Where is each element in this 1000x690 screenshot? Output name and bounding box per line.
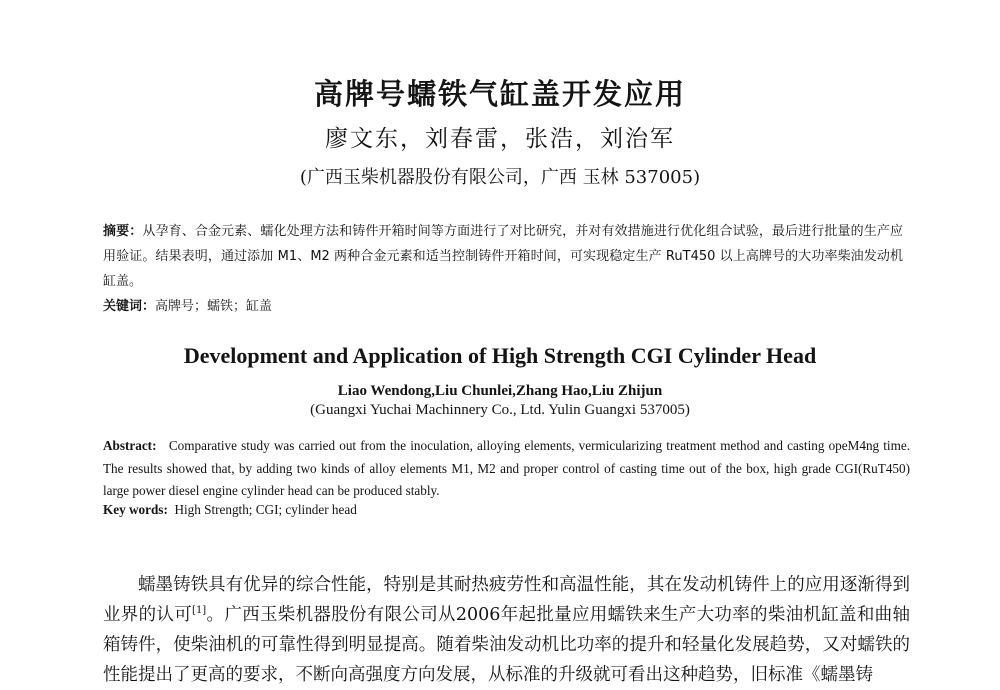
english-title: Development and Application of High Strength CGI Cylinder Head <box>183 343 817 368</box>
citation-ref[interactable]: [1] <box>192 605 207 617</box>
chinese-abstract <box>103 219 903 294</box>
english-keywords <box>103 502 357 518</box>
chinese-keywords-label: 关键词： <box>103 299 156 314</box>
chinese-affiliation: (广西玉柴机器股份有限公司，广西 玉林 537005) <box>299 167 701 188</box>
chinese-keywords-text: 高牌号；蠕铁；缸盖 <box>155 299 273 314</box>
chinese-abstract-label: 摘要： <box>103 224 143 239</box>
chinese-abstract-text: 从孕育、合金元素、蠕化处理方法和铸件开箱时间等方面进行了对比研究，并对有效措施进行优化组合试验，最后进行批量的生产应用验证。结果表明，通过添加 M1、M2 两种合金元素和适当控制铸件开箱时间，可实现稳定生产 RuT450 以上高牌号的大功率柴油发动机缸盖。 <box>103 224 903 289</box>
chinese-title: 高牌号蠕铁气缸盖开发应用 <box>313 77 686 111</box>
chinese-authors: 廖文东，刘春雷，张浩，刘治军 <box>325 126 675 152</box>
english-authors: Liao Wendong,Liu Chunlei,Zhang Hao,Liu Zhijun <box>337 383 663 399</box>
body-paragraph <box>103 570 910 690</box>
body-paragraph-start: 蠕墨铸铁具有优异的综合性能，特别是其耐热疲劳性和高温性能，其在发动机铸件上的应用逐渐得到业界的认可 <box>103 575 910 625</box>
english-abstract <box>103 435 910 503</box>
english-affiliation: (Guangxi Yuchai Machinnery Co., Ltd. Yulin Guangxi 537005) <box>310 402 690 418</box>
english-keywords-text: High Strength; CGI; cylinder head <box>174 502 357 517</box>
english-keywords-label: Key words: <box>103 502 168 517</box>
english-abstract-label: Abstract: <box>103 438 157 453</box>
english-abstract-text: Comparative study was carried out from the inoculation, alloying elements, vermicularizing treatment method and casting opeM4ng time. The results showed that, by adding two kinds of alloy elements M1, M2 and proper control of casting time out of the box, high grade CGI(RuT450) large power diesel engine cylinder head can be produced stably. <box>103 438 911 498</box>
chinese-keywords <box>103 295 272 314</box>
body-paragraph-rest: 。广西玉柴机器股份有限公司从2006年起批量应用蠕铁来生产大功率的柴油机缸盖和曲轴箱铸件，使柴油机的可靠性得到明显提高。随着柴油发动机比功率的提升和轻量化发展趋势，又对蠕铁的性能提出了更高的要求，不断向高强度方向发展，从标准的升级就可看出这种趋势，旧标准《蠕墨铸 <box>103 605 910 685</box>
